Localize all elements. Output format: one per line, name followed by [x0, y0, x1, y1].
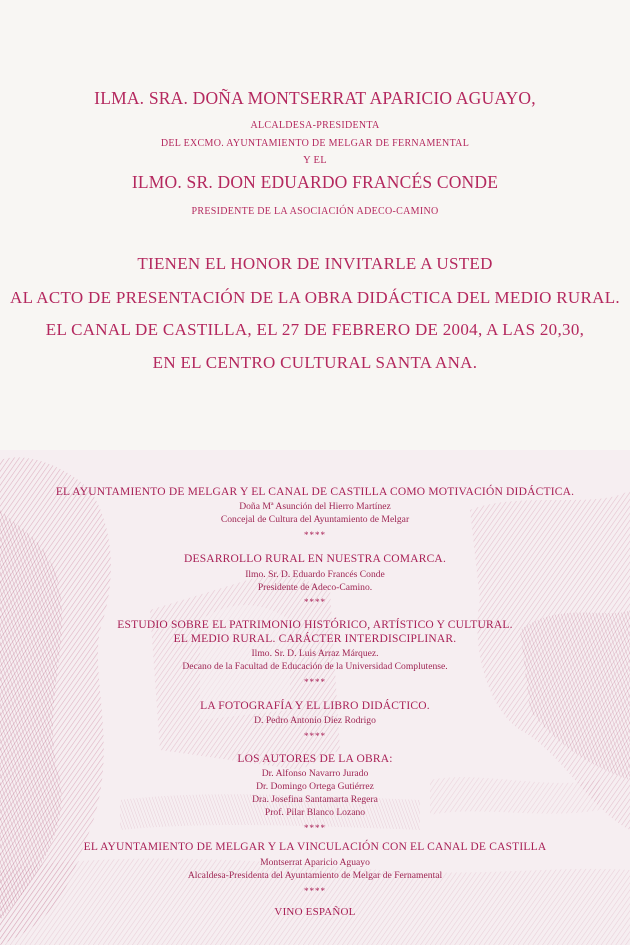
program-heading-4: LA FOTOGRAFÍA Y EL LIBRO DIDÁCTICO. — [200, 700, 430, 712]
program-author-4: Prof. Pilar Blanco Lozano — [264, 807, 366, 818]
host1-name: ILMA. SRA. DOÑA MONTSERRAT APARICIO AGUAYO, — [94, 88, 536, 108]
program-author-2: Dr. Domingo Ortega Gutiérrez — [256, 781, 374, 792]
program-author-3: Dra. Josefina Santamarta Regera — [252, 794, 378, 805]
program-separator: **** — [304, 530, 326, 540]
program-separator: **** — [304, 886, 326, 896]
invitation-line-1: TIENEN EL HONOR DE INVITARLE A USTED — [137, 254, 493, 273]
host1-institution: DEL EXCMO. AYUNTAMIENTO DE MELGAR DE FERNAMENTAL — [160, 138, 470, 149]
invitation-line-3: EL CANAL DE CASTILLA, EL 27 DE FEBRERO DE 2004, A LAS 20,30, — [45, 320, 585, 339]
program-speaker-3b: Decano de la Facultad de Educación de la Universidad Complutense. — [182, 661, 448, 672]
program-separator: **** — [304, 823, 326, 833]
program-heading-5: LOS AUTORES DE LA OBRA: — [237, 753, 393, 765]
program-heading-3: ESTUDIO SOBRE EL PATRIMONIO HISTÓRICO, ARTÍSTICO Y CULTURAL. — [117, 619, 513, 631]
host2-name: ILMO. SR. DON EDUARDO FRANCÉS CONDE — [131, 172, 499, 192]
program-speaker-2b: Presidente de Adeco-Camino. — [257, 582, 373, 593]
program-heading-1: EL AYUNTAMIENTO DE MELGAR Y EL CANAL DE CASTILLA COMO MOTIVACIÓN DIDÁCTICA. — [55, 486, 575, 498]
program-separator: **** — [304, 597, 326, 607]
program-separator: **** — [304, 731, 326, 741]
program-speaker-6b: Alcaldesa-Presidenta del Ayuntamiento de Melgar de Fernamental — [187, 870, 443, 881]
program-heading-6: EL AYUNTAMIENTO DE MELGAR Y LA VINCULACIÓN CON EL CANAL DE CASTILLA — [83, 841, 547, 853]
program-speaker-1a: Doña Mª Asunción del Hierro Martínez — [239, 501, 391, 512]
program-heading-3b: EL MEDIO RURAL. CARÁCTER INTERDISCIPLINAR. — [173, 633, 457, 645]
invitation-line-4: EN EL CENTRO CULTURAL SANTA ANA. — [152, 353, 478, 372]
program-speaker-6a: Montserrat Aparicio Aguayo — [260, 857, 370, 868]
program-speaker-1b: Concejal de Cultura del Ayuntamiento de Melgar — [220, 514, 410, 525]
program-speaker-3a: Ilmo. Sr. D. Luis Arraz Márquez. — [251, 648, 379, 659]
program-closing: VINO ESPAÑOL — [274, 906, 356, 918]
program-author-1: Dr. Alfonso Navarro Jurado — [261, 768, 369, 779]
conjunction: Y EL — [303, 155, 327, 166]
host2-title: PRESIDENTE DE LA ASOCIACIÓN ADECO-CAMINO — [191, 206, 439, 217]
invitation-line-2: AL ACTO DE PRESENTACIÓN DE LA OBRA DIDÁCTICA DEL MEDIO RURAL. — [10, 288, 620, 307]
program-separator: **** — [304, 677, 326, 687]
program-heading-2: DESARROLLO RURAL EN NUESTRA COMARCA. — [183, 553, 447, 565]
host1-title: ALCALDESA-PRESIDENTA — [250, 120, 380, 131]
program-speaker-2a: Ilmo. Sr. D. Eduardo Francés Conde — [245, 569, 385, 580]
program-speaker-4a: D. Pedro Antonio Díez Rodrigo — [254, 715, 376, 726]
